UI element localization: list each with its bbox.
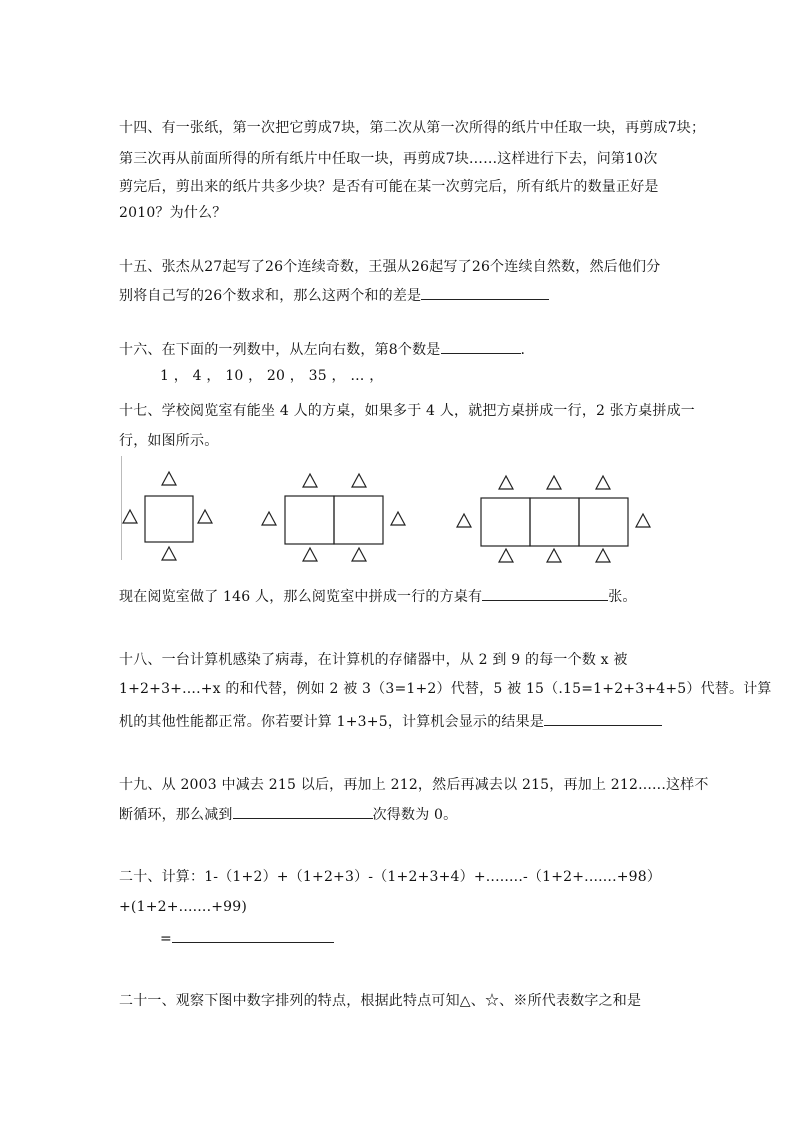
problem-17-answer-blank[interactable] bbox=[482, 586, 608, 601]
problem-21-line-1: 二十一、观察下图中数字排列的特点，根据此特点可知△、☆、※所代表数字之和是 bbox=[119, 993, 642, 1009]
problem-17-text: 现在阅览室做了 146 人，那么阅览室中拼成一行的方桌有 bbox=[119, 589, 483, 605]
double-table-square-1 bbox=[285, 496, 334, 544]
triangle-seat bbox=[352, 548, 366, 561]
triangle-seat bbox=[303, 474, 317, 487]
problem-16-text: 十六、在下面的一列数中，从左向右数，第8个数是 bbox=[119, 342, 441, 358]
problem-20-answer-blank[interactable] bbox=[172, 928, 334, 943]
problem-16-sequence: 1 ， 4 ， 10 ， 20 ， 35 ， … ， bbox=[160, 368, 384, 384]
problem-14-line-3: 剪完后，剪出来的纸片共多少块？是否有可能在某一次剪完后，所有纸片的数量正好是 bbox=[119, 179, 659, 195]
triangle-seat bbox=[499, 476, 513, 489]
triangle-seat bbox=[547, 549, 561, 562]
problem-15-line-2 bbox=[119, 285, 549, 306]
problem-19-line-2 bbox=[119, 804, 457, 825]
problem-14-line-2: 第三次再从前面所得的所有纸片中任取一块，再剪成7块……这样进行下去，问第10次 bbox=[119, 151, 658, 167]
scan-edge-artifact bbox=[121, 456, 240, 560]
problem-18-line-1: 十八、一台计算机感染了病毒，在计算机的存储器中，从 2 到 9 的每一个数 x 被 bbox=[119, 652, 628, 668]
triangle-seat bbox=[547, 476, 561, 489]
problem-18-line-3 bbox=[119, 711, 662, 732]
triangle-seat bbox=[457, 514, 471, 527]
problem-16-period: . bbox=[520, 342, 526, 358]
triangle-seat bbox=[636, 514, 650, 527]
triangle-seat bbox=[596, 549, 610, 562]
problem-17-line-1: 十七、学校阅览室有能坐 4 人的方桌，如果多于 4 人，就把方桌拼成一行，2 张方桌拼成一 bbox=[119, 403, 695, 419]
problem-17-unit: 张。 bbox=[608, 589, 637, 605]
problem-19-answer-blank[interactable] bbox=[233, 804, 373, 819]
problem-20-line-2: +(1+2+.......+99) bbox=[119, 899, 248, 915]
problem-17-line-2: 行，如图所示。 bbox=[119, 433, 219, 449]
problem-19-text-end: 次得数为 0。 bbox=[372, 807, 458, 823]
problem-20-equals: = bbox=[160, 931, 172, 947]
double-table-square-2 bbox=[334, 496, 383, 544]
triple-table-square-2 bbox=[530, 498, 579, 546]
triangle-seat bbox=[499, 549, 513, 562]
problem-15-answer-blank[interactable] bbox=[421, 285, 549, 300]
problem-18-text: 机的其他性能都正常。你若要计算 1+3+5，计算机会显示的结果是 bbox=[119, 714, 545, 730]
triple-table-square-3 bbox=[579, 498, 628, 546]
problem-18-answer-blank[interactable] bbox=[544, 711, 662, 726]
triangle-seat bbox=[352, 474, 366, 487]
triangle-seat bbox=[303, 548, 317, 561]
triangle-seat bbox=[596, 476, 610, 489]
problem-16-answer-blank[interactable] bbox=[441, 339, 521, 354]
problem-20-line-3 bbox=[160, 928, 334, 949]
problem-19-text: 断循环，那么减到 bbox=[119, 807, 233, 823]
problem-20-line-1: 二十、计算：1-（1+2）+（1+2+3）-（1+2+3+4）+........-（1+2+.......+98） bbox=[119, 869, 662, 885]
triple-table-square-1 bbox=[481, 498, 530, 546]
triangle-seat bbox=[391, 512, 405, 525]
problem-15-text: 别将自己写的26个数求和，那么这两个和的差是 bbox=[119, 288, 422, 304]
problem-14-line-1: 十四、有一张纸，第一次把它剪成7块，第二次从第一次所得的纸片中任取一块，再剪成7块； bbox=[119, 120, 706, 136]
problem-18-line-2: 1+2+3+....+x 的和代替，例如 2 被 3（3=1+2）代替，5 被 15（.15=1+2+3+4+5）代替。计算 bbox=[119, 681, 772, 697]
triangle-seat bbox=[262, 512, 276, 525]
problem-19-line-1: 十九、从 2003 中减去 215 以后，再加上 212，然后再减去以 215，再加上 212......这样不 bbox=[119, 777, 709, 793]
problem-16-line-1 bbox=[119, 339, 525, 360]
problem-15-line-1: 十五、张杰从27起写了26个连续奇数，王强从26起写了26个连续自然数，然后他们分 bbox=[119, 259, 661, 275]
problem-17-line-3 bbox=[119, 586, 637, 607]
problem-14-line-4: 2010？为什么？ bbox=[119, 205, 227, 221]
